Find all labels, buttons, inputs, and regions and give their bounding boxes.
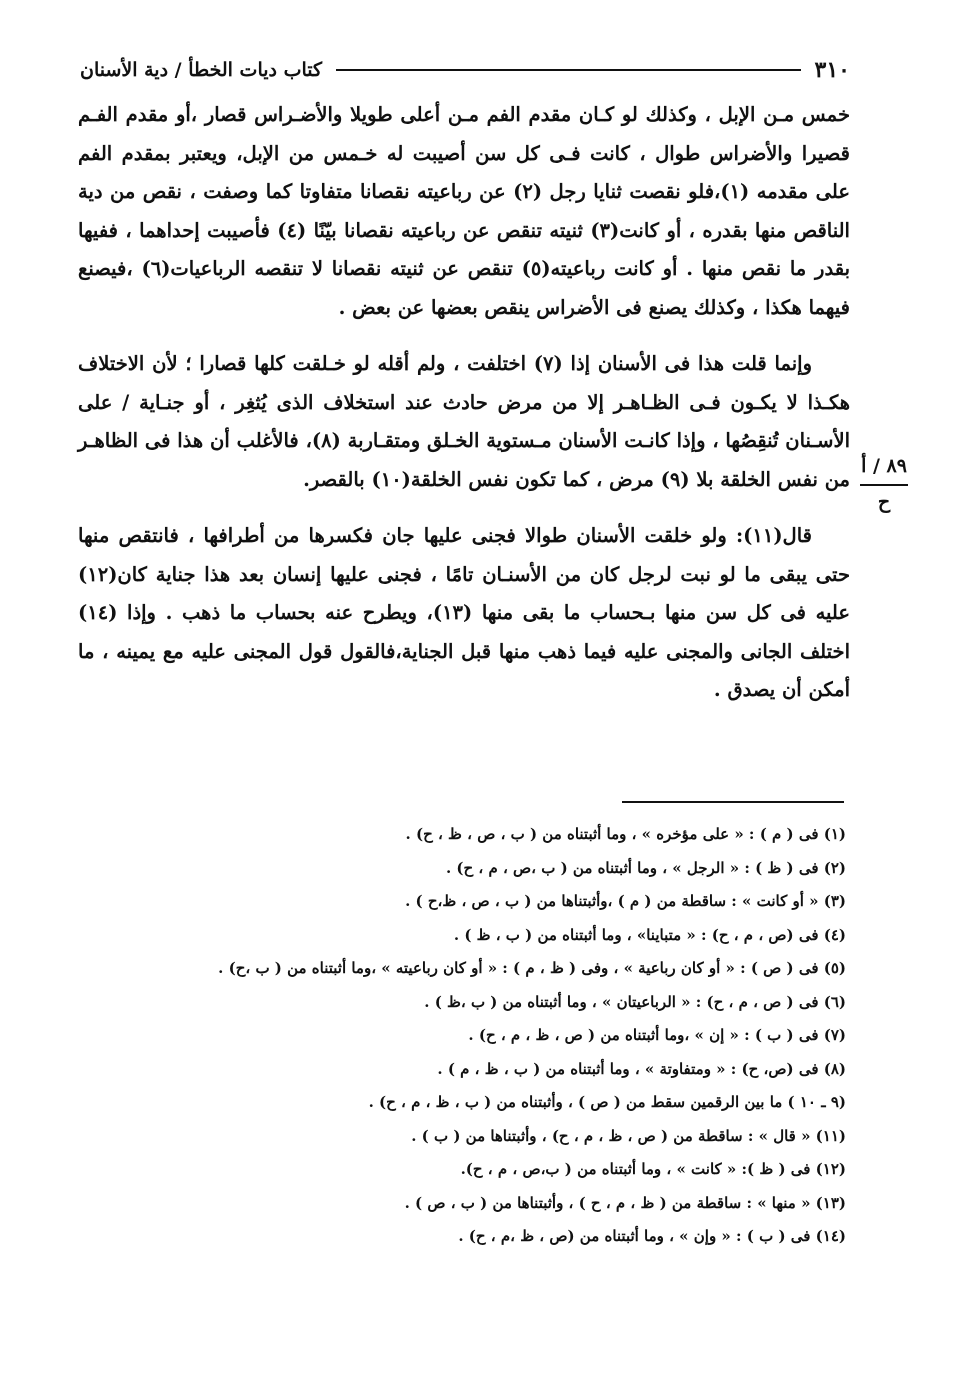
footnote: (٤) فى (ص ، م ، ح) : « متباينا» ، وما أثبتناه من ( ب ، ظ ) . [453, 925, 846, 944]
margin-rule [860, 484, 908, 486]
paragraph: وإنما قلت هذا فى الأسنان إذا (٧) اختلفت ، ولم أقله لو خـلقت كلها قصارا ؛ لأن الاختلاف هكـذا لا يكـون فـى الظـاهـر إلا من مرض حادث عند استخلاف الذى يُثغِر ، أو جنـاية / على الأسـنان تُنقِصُها ، وإذا كانـت الأسنان مـستوية الخـلق ومتقـاربة (٨)، فالأغلب أن هذا فى الظاهـر من نفس الخلقة بلا (٩) مرض ، كما تكون نفس الخلقة(١٠) بالقصر. [78, 352, 850, 491]
margin-folio: ٨٩ / أ [861, 455, 907, 477]
footnote: (٣) « أو كانت » : ساقطة من ( م ) ،وأثبتناها من ( ب ، ص ، ظ،ح ) . [405, 892, 846, 910]
footnote: (١٤) فى ( ب ) : « وإن » ، وما أثبتناه من (ص ، ظ ،م ، ح) . [458, 1227, 846, 1245]
footnote-separator [622, 801, 844, 803]
footnote: (٥) فى ( ص ) : « أو كان رباعية » ، وفى ( ظ ، م ) : « أو كان رباعيته » ،وما أثبتناه من ( ب ،ح) . [218, 959, 846, 977]
footnote: (٩ ـ ١٠ ) ما بين الرقمين سقط من ( ص ) ، وأثبتناه من ( ب ، ظ ، م ، ح) . [368, 1093, 846, 1111]
header-rule [336, 69, 801, 71]
footnote: (٢) فى ( ظ ) : « الرجل » ، وما أثبتناه من ( ب ،ص ، م ، ح) . [445, 858, 846, 877]
footnote: (٦) فى ( ص ، م ، ح) : « الرباعيتان » ، وما أثبتناه من ( ب ،ظ ) . [424, 992, 846, 1011]
page-header [80, 50, 850, 90]
main-text [78, 96, 850, 728]
footnote: (٧) فى ( ب ) : « إن » ،وما أثبتناه من ( ص ، ظ ، م ، ح) . [468, 1026, 846, 1044]
page-number: ٣١٠ [814, 57, 850, 83]
footnote: (١١) « قال » : ساقطة من ( ص ، ظ ، م ، ح) ، وأثبتناها من ( ب ) . [411, 1126, 846, 1145]
margin-siglum: ح [877, 491, 891, 513]
footnote: (١٢) فى ( ظ ): « كانت » ، وما أثبتناه من ( ب،ص ، م ، ح). [460, 1160, 846, 1178]
paragraph: خمس مـن الإبل ، وكذلك لو كـان مقدم الفم مـن أعلى طويلا والأضـراس قصار ،أو مقدم الفـم قصيرا والأضراس طوال ، كانت فـى كل سن أصيبت له خـمس من الإبل، ويعتبر بمقدم الفم على مقدمه (١)،فلو نقصت ثنايا رجل (٢) عن رباعيته نقصانا متفاوتا كما وصفت ، نقص من دية الناقص منها بقدره ، أو كانت(٣) ثنيته تنقص عن رباعيته نقصانا بيّنًا (٤) فأصيبت إحداهما ، ففيها بقدر ما نقص منها . أو كانت رباعيته(٥) تنقص عن ثنيته نقصانا لا تنقصه الرباعيات(٦) ،فيصنع فيهما هكذا ، وكذلك يصنع فى الأضراس ينقص بعضها عن بعض . [78, 103, 851, 319]
margin-folio-note [856, 454, 912, 514]
paragraph: قال(١١): ولو خلقت الأسنان طوالا فجنى عليها جان فكسرها من أطرافها ، فانتقص منها حتى يبقى ما لو نبت لرجل كان من الأسنـان تامًا ، فجنى عليها إنسان بعد هذا جناية كان(١٢) عليه فى كل سن منها بـحساب ما بقى منها (١٣)، ويطرح عنه بحساب ما ذهب . وإذا (١٤) اختلف الجانى والمجنى عليه فيما ذهب منها قبل الجناية،فالقول قول المجنى عليه مع يمينه ، ما أمكن أن يصدق . [78, 524, 851, 701]
footnotes-list [120, 818, 846, 1254]
footnote: (٨) فى (ص، ح) : « ومتفاوتة » ، وما أثبتناه من ( ب ، ظ ، م ) . [437, 1059, 846, 1078]
footnote: (١٣) « منها » : ساقطة من ( ظ ، م ، ح ) ، وأثبتناها من ( ب ، ص ) . [404, 1193, 846, 1212]
running-title: كتاب ديات الخطأ / دية الأسنان [80, 59, 323, 81]
footnote: (١) فى ( م ) : « على مؤخره » ، وما أثبتناه من ( ب ، ص ، ظ ، ح) . [405, 825, 846, 843]
